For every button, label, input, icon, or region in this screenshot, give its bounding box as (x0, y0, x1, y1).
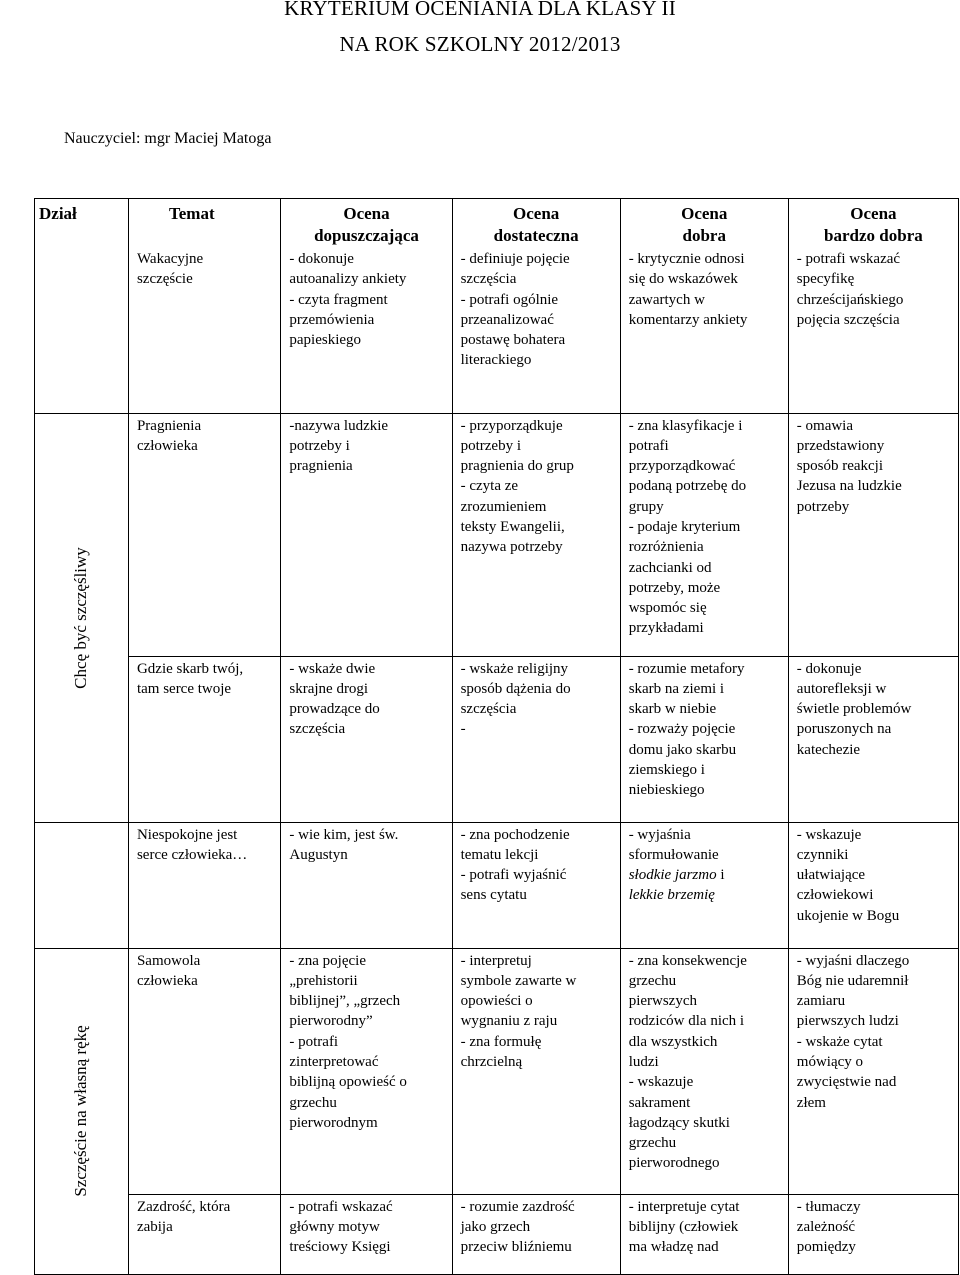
grading-criteria-table (34, 198, 959, 1275)
dobra-cell: - zna konsekwencje grzechu pierwszych rodziców dla nich i dla wszystkich ludzi - wskazuje sakrament łagodzący skutki grzechu pierworodnego (620, 948, 788, 1194)
table-row (35, 822, 959, 948)
italic-phrase: lekkie brzemię (628, 887, 715, 904)
dostateczna-cell: - zna pochodzenie tematu lekcji - potrafi wyjaśnić sens cytatu (452, 822, 620, 948)
dzial-cell-empty (35, 247, 129, 413)
dzial-cell-section2 (35, 948, 129, 1274)
dostateczna-cell: - interpretuj symbole zawarte w opowieści o wygnaniu z raju - zna formułę chrzcielną (452, 948, 620, 1194)
table-row (35, 656, 959, 822)
temat-cell: Gdzie skarb twój, tam serce twoje (128, 656, 280, 822)
bardzo-dobra-cell: - wyjaśni dlaczego Bóg nie udaremnił zamiaru pierwszych ludzi - wskaże cytat mówiący o zwycięstwie nad złem (788, 948, 958, 1194)
table-row (35, 247, 959, 413)
teacher-name: Nauczyciel: mgr Maciej Matoga (64, 130, 272, 147)
document-title-line2: NA ROK SZKOLNY 2012/2013 (339, 32, 621, 56)
header-ocena-dopuszczajaca: Ocena dopuszczająca (281, 199, 452, 248)
dopuszczajaca-cell: -nazywa ludzkie potrzeby i pragnienia (281, 413, 452, 656)
temat-cell: Niespokojne jest serce człowieka… (128, 822, 280, 948)
dobra-cell: - wyjaśnia sformułowanie słodkie jarzmo i lekkie brzemię (620, 822, 788, 948)
bardzo-dobra-cell: - potrafi wskazać specyfikę chrześcijańskiego pojęcia szczęścia (788, 247, 958, 413)
bardzo-dobra-cell: - wskazuje czynniki ułatwiające człowiekowi ukojenie w Bogu (788, 822, 958, 948)
temat-cell: Wakacyjne szczęście (128, 247, 280, 413)
dzial-cell-section1 (35, 413, 129, 822)
dostateczna-cell: - przyporządkuje potrzeby i pragnienia do grup - czyta ze zrozumieniem teksty Ewangelii, nazywa potrzeby (452, 413, 620, 656)
dopuszczajaca-cell: - zna pojęcie „prehistorii biblijnej”, „grzech pierworodny” - potrafi zinterpretować biblijną opowieść o grzechu pierworodnym (281, 948, 452, 1194)
temat-cell: Zazdrość, która zabija (128, 1194, 280, 1274)
dostateczna-cell: - definiuje pojęcie szczęścia - potrafi ogólnie przeanalizować postawę bohatera literackiego (452, 247, 620, 413)
dobra-cell: - krytycznie odnosi się do wskazówek zawartych w komentarzy ankiety (620, 247, 788, 413)
bardzo-dobra-cell: - dokonuje autorefleksji w świetle problemów poruszonych na katechezie (788, 656, 958, 822)
header-ocena-dostateczna: Ocena dostateczna (452, 199, 620, 248)
table-row (35, 1194, 959, 1274)
dzial-cell-empty (35, 822, 129, 948)
dostateczna-cell: - wskaże religijny sposób dążenia do szczęścia - (452, 656, 620, 822)
dopuszczajaca-cell: - potrafi wskazać główny motyw treściowy Księgi (281, 1194, 452, 1274)
dostateczna-cell: - rozumie zazdrość jako grzech przeciw bliźniemu (452, 1194, 620, 1274)
dopuszczajaca-cell: - dokonuje autoanalizy ankiety - czyta fragment przemówienia papieskiego (281, 247, 452, 413)
header-dzial: Dział (35, 199, 129, 248)
dopuszczajaca-cell: - wskaże dwie skrajne drogi prowadzące do szczęścia (281, 656, 452, 822)
table-row (35, 948, 959, 1194)
header-row (35, 199, 959, 248)
table-row (35, 413, 959, 656)
temat-cell: Samowola człowieka (128, 948, 280, 1194)
header-temat: Temat (128, 199, 280, 248)
bardzo-dobra-cell: - tłumaczy zależność pomiędzy (788, 1194, 958, 1274)
document-title-line1: KRYTERIUM OCENIANIA DLA KLASY II (284, 0, 676, 20)
temat-cell: Pragnienia człowieka (128, 413, 280, 656)
dopuszczajaca-cell: - wie kim, jest św. Augustyn (281, 822, 452, 948)
dobra-cell: - rozumie metafory skarb na ziemi i skarb w niebie - rozważy pojęcie domu jako skarbu ziemskiego i niebieskiego (620, 656, 788, 822)
dzial-label-section1: Chcę być szczęśliwy (71, 546, 91, 689)
italic-phrase: słodkie jarzmo (628, 867, 717, 884)
dobra-cell: - interpretuje cytat biblijny (człowiek ma władzę nad (620, 1194, 788, 1274)
bardzo-dobra-cell: - omawia przedstawiony sposób reakcji Jezusa na ludzkie potrzeby (788, 413, 958, 656)
header-ocena-bardzo-dobra: Ocena bardzo dobra (788, 199, 958, 248)
header-ocena-dobra: Ocena dobra (620, 199, 788, 248)
dzial-label-section2: Szczęście na własną rękę (71, 1025, 91, 1197)
dobra-cell: - zna klasyfikacje i potrafi przyporządkować podaną potrzebę do grupy - podaje kryterium rozróżnienia zachcianki od potrzeby, może wspomóc się przykładami (620, 413, 788, 656)
